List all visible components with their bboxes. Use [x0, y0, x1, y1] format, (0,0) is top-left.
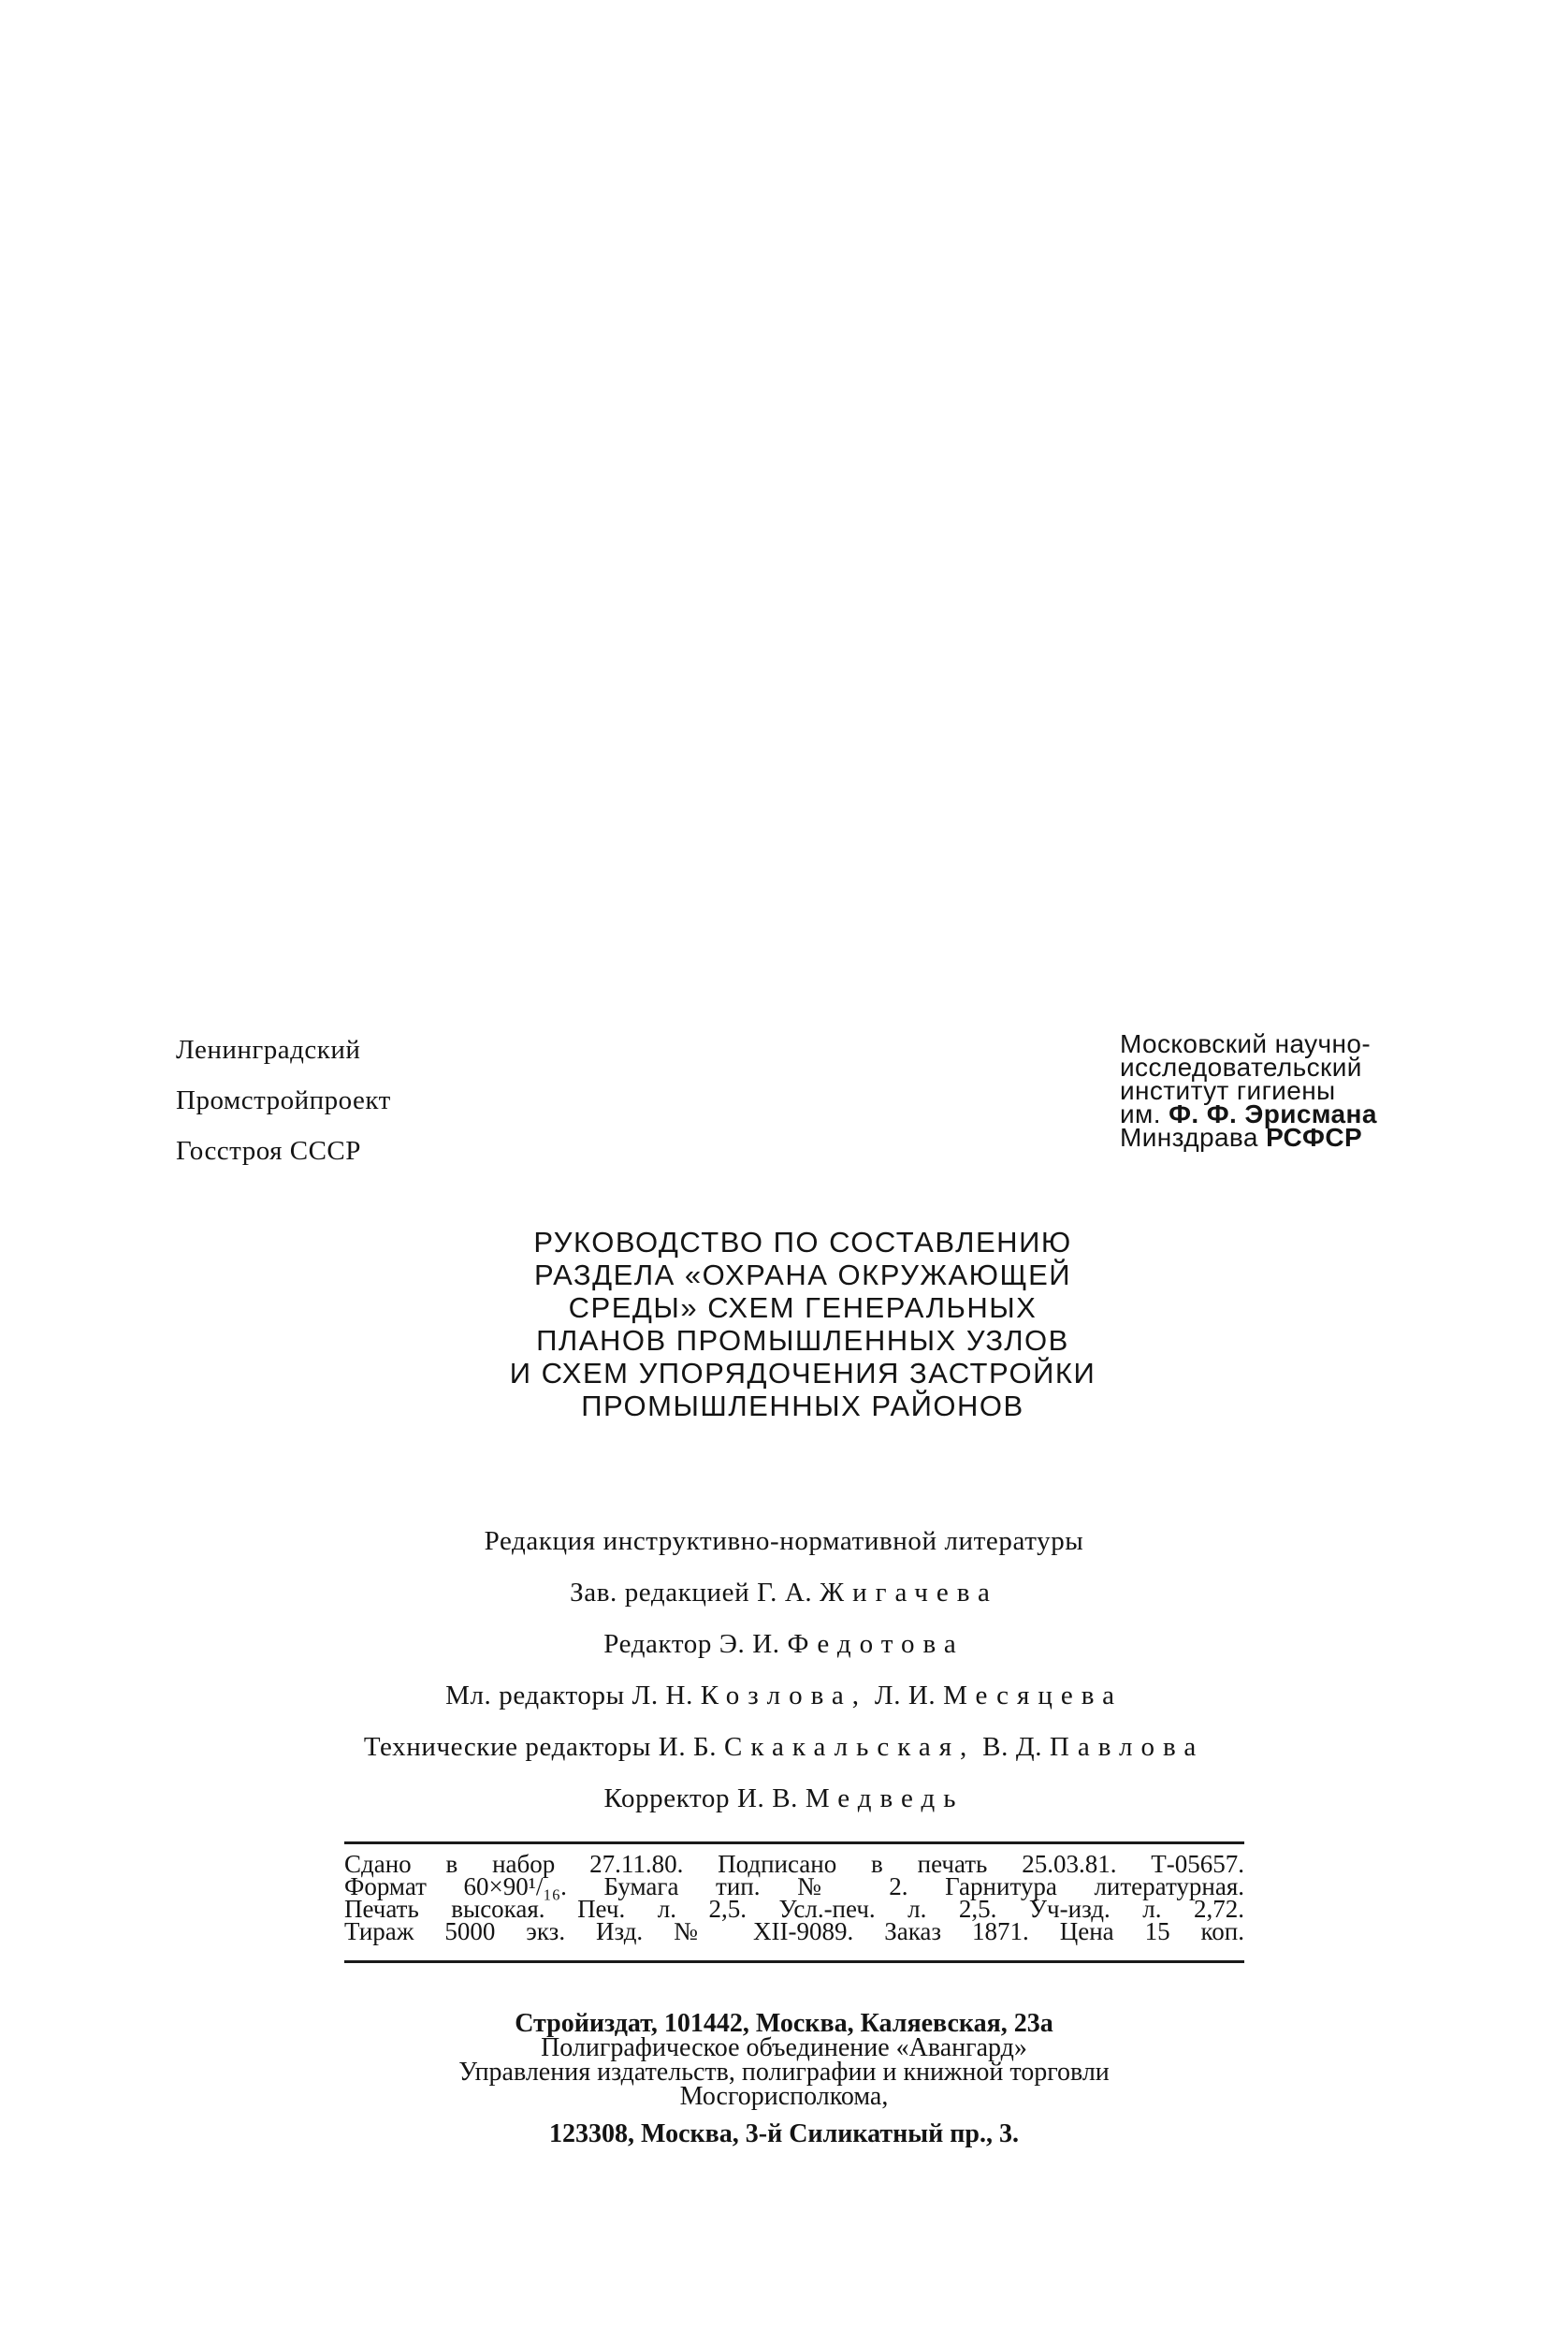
imprint-line: Формат 60×90¹/₁₆. Бумага тип. № 2. Гарнитура литературная. — [344, 1872, 1244, 1900]
org-right-block — [1120, 1029, 1377, 1152]
publisher-line: Полиграфическое объединение «Авангард» — [541, 2033, 1027, 2062]
publisher-line: Мосгорисполкома, — [679, 2082, 889, 2111]
org-right-line: исследовательский — [1120, 1053, 1362, 1082]
junior-editors-line — [187, 1670, 1381, 1722]
editor-line — [187, 1619, 1381, 1670]
head-editor-line — [187, 1567, 1381, 1619]
publisher-line: Стройиздат, 101442, Москва, Каляевская, 23а — [515, 2009, 1053, 2038]
credit-name: Федотова — [787, 1629, 965, 1659]
org-right-prefix: им. — [1120, 1099, 1161, 1128]
credit-name: Месяцева — [943, 1681, 1123, 1710]
org-right-name: Ф. Ф. Эрисмана — [1169, 1099, 1377, 1128]
credit-role: Редактор Э. И. — [603, 1629, 780, 1659]
credit-name: Скакальская, — [723, 1732, 976, 1762]
org-right-line: институт гигиены — [1120, 1076, 1336, 1105]
title-line: ПРОМЫШЛЕННЫХ РАЙОНОВ — [581, 1390, 1024, 1422]
publisher-line: Управления издательств, полиграфии и книжной торговли — [458, 2058, 1110, 2087]
tech-editors-line — [187, 1722, 1381, 1773]
title-line: И СХЕМ УПОРЯДОЧЕНИЯ ЗАСТРОЙКИ — [509, 1357, 1096, 1390]
title-line: РУКОВОДСТВО ПО СОСТАВЛЕНИЮ — [533, 1226, 1072, 1259]
proofreader-line — [187, 1773, 1381, 1825]
top-rule — [344, 1841, 1244, 1844]
imprint-line: Тираж 5000 экз. Изд. № XII-9089. Заказ 1871. Цена 15 коп. — [344, 1917, 1244, 1945]
imprint-line: Печать высокая. Печ. л. 2,5. Усл.-печ. л. 2,5. Уч-изд. л. 2,72. — [344, 1895, 1244, 1923]
publisher-address: 123308, Москва, 3-й Силикатный пр., 3. — [549, 2119, 1019, 2148]
title-line: РАЗДЕЛА «ОХРАНА ОКРУЖАЮЩЕЙ — [533, 1259, 1072, 1291]
title-line: ПЛАНОВ ПРОМЫШЛЕННЫХ УЗЛОВ — [536, 1324, 1069, 1357]
org-right-line: Московский научно- — [1120, 1029, 1372, 1058]
document-title — [363, 1226, 1242, 1422]
credit-name: Жигачева — [820, 1578, 998, 1608]
credits-block — [187, 1516, 1381, 1825]
bottom-rule — [344, 1960, 1244, 1963]
imprint-block — [344, 1850, 1244, 1945]
credit-initials: В. Д. — [982, 1732, 1043, 1762]
org-left-line: Госстроя СССР — [176, 1136, 361, 1166]
imprint-line: Сдано в набор 27.11.80. Подписано в печать 25.03.81. Т-05657. — [344, 1850, 1244, 1878]
publisher-block — [316, 2009, 1252, 2148]
org-right-line — [1120, 1123, 1377, 1152]
credit-role: Зав. редакцией Г. А. — [570, 1578, 813, 1608]
credit-name: Козлова, — [700, 1681, 868, 1710]
credit-role: Технические редакторы И. Б. — [363, 1732, 718, 1762]
edition-line: Редакция инструктивно-нормативной литературы — [484, 1526, 1084, 1556]
org-left-block — [176, 1025, 391, 1176]
credit-name: Медведь — [805, 1783, 965, 1813]
credit-role: Мл. редакторы Л. Н. — [445, 1681, 693, 1710]
org-left-line: Промстройпроект — [176, 1085, 391, 1115]
org-left-line: Ленинградский — [176, 1035, 361, 1065]
credit-role: Корректор И. В. — [603, 1783, 799, 1813]
title-line: СРЕДЫ» СХЕМ ГЕНЕРАЛЬНЫХ — [568, 1291, 1038, 1324]
org-right-prefix: Минздрава — [1120, 1123, 1258, 1152]
credit-name: Павлова — [1049, 1732, 1205, 1762]
credit-initials: Л. И. — [874, 1681, 936, 1710]
org-right-name: РСФСР — [1266, 1123, 1363, 1152]
